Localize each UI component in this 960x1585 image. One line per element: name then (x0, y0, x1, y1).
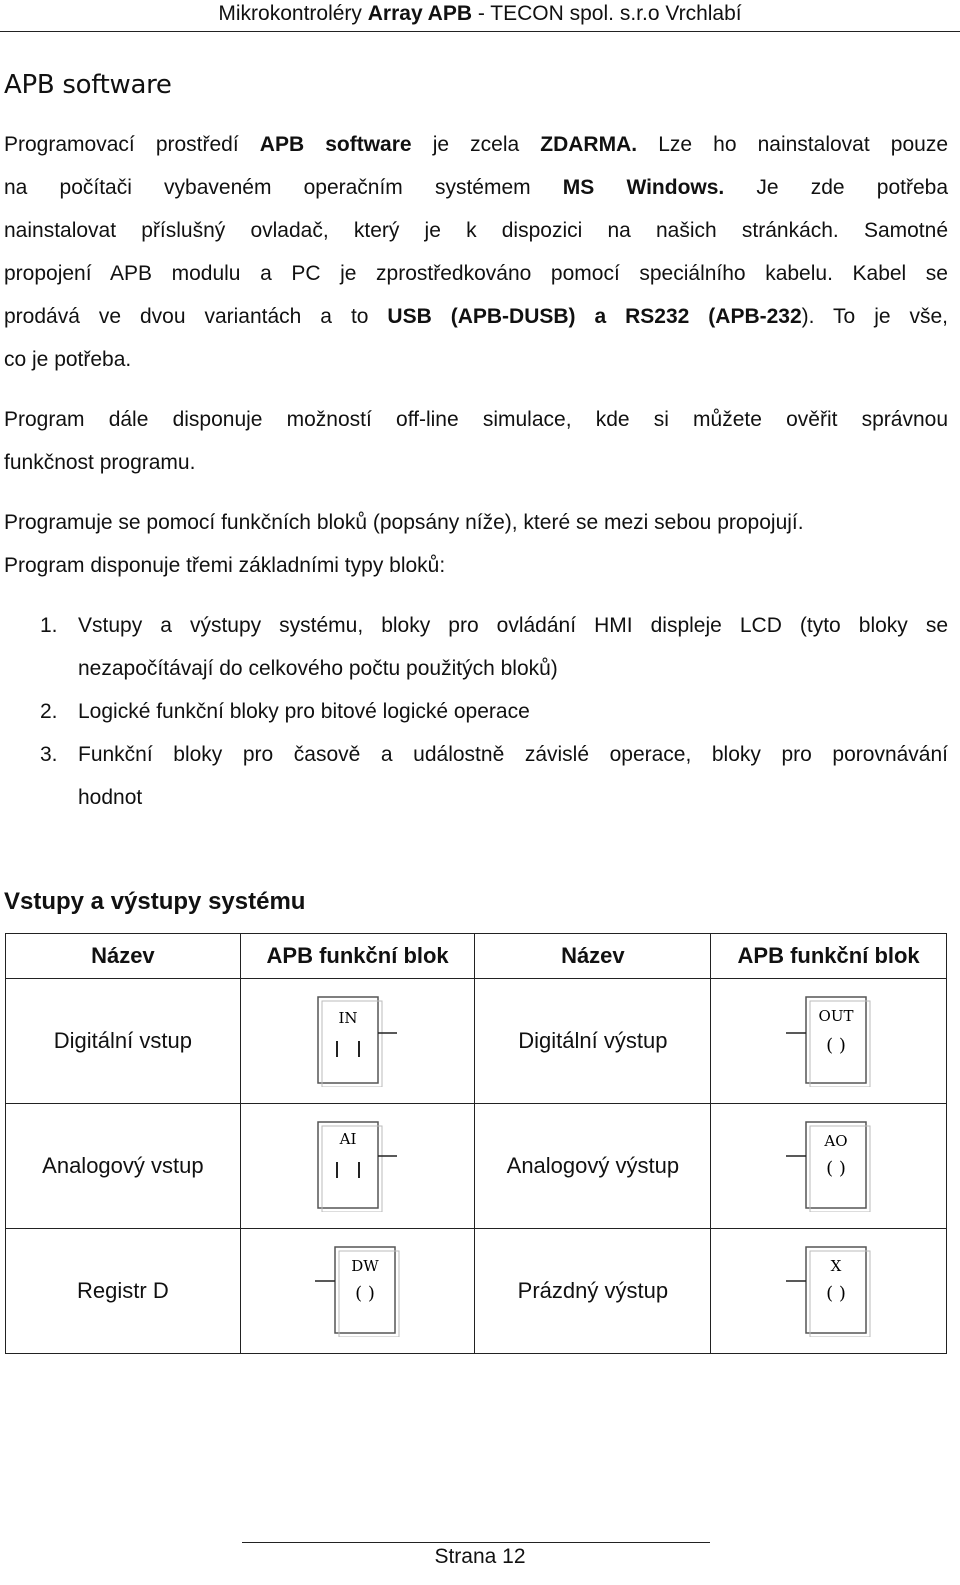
header-text-2: - TECON spol. s.r.o Vrchlabí (472, 2, 742, 25)
list-item: Vstupy a výstupy systému, bloky pro ovládání HMI displeje LCD (tyto bloky se (78, 614, 948, 637)
table-row (6, 1104, 947, 1229)
para1-line5: prodává ve dvou variantách a to USB (APB-DUSB) a RS232 (APB-232). To je vše, (4, 305, 949, 328)
input-block-icon (313, 995, 403, 1087)
output-block-icon (784, 995, 874, 1087)
svg-text:( ): ( ) (825, 1158, 846, 1179)
analog-output-block-icon (784, 1120, 874, 1212)
table-header-row (6, 934, 947, 979)
block-icon-cell (711, 979, 947, 1104)
para2-line1: Program dále disponuje možností off-line simulace, kde si můžete ověřit správnou (4, 408, 948, 431)
svg-text:( ): ( ) (354, 1283, 375, 1304)
para1-line2: na počítači vybaveném operačním systémem MS Windows. Je zde potřeba (4, 176, 948, 199)
section-heading: Vstupy a výstupy systému (4, 888, 306, 915)
register-block-icon (313, 1245, 403, 1337)
header-text-1: Mikrokontroléry (218, 2, 368, 25)
block-label: OUT (818, 1007, 854, 1025)
svg-text:( ): ( ) (825, 1283, 846, 1304)
block-icon-cell (240, 979, 475, 1104)
table-row (6, 979, 947, 1104)
para3-line2: Program disponuje třemi základními typy bloků: (4, 554, 446, 577)
block-name: Digitální vstup (6, 979, 241, 1104)
block-name: Prázdný výstup (475, 1229, 711, 1354)
list-item: Logické funkční bloky pro bitové logické operace (78, 700, 530, 723)
col-header: Název (6, 934, 241, 979)
col-header: APB funkční blok (711, 934, 947, 979)
block-label: IN (338, 1009, 358, 1027)
table-row (6, 1229, 947, 1354)
list-item-cont: hodnot (78, 786, 143, 809)
list-number: 1. (40, 614, 58, 637)
header-divider (0, 31, 960, 32)
footer-divider (242, 1542, 710, 1543)
list-item-cont: nezapočítávají do celkového počtu použitých bloků) (78, 657, 558, 680)
block-icon-cell (711, 1104, 947, 1229)
para1-line6: co je potřeba. (4, 348, 132, 371)
block-name: Registr D (6, 1229, 241, 1354)
io-blocks-table (5, 933, 947, 1354)
para1-line3: nainstalovat příslušný ovladač, který je k dispozici na našich stránkách. Samotné (4, 219, 948, 242)
header-brand: Array APB (367, 2, 473, 25)
para2-line2: funkčnost programu. (4, 451, 196, 474)
empty-output-block-icon (784, 1245, 874, 1337)
page-number: Strana 12 (434, 1545, 526, 1568)
block-label: DW (350, 1257, 379, 1275)
block-label: AI (339, 1130, 356, 1148)
page-title: APB software (4, 70, 172, 100)
block-icon-cell (240, 1104, 475, 1229)
block-name: Analogový výstup (475, 1104, 711, 1229)
para3-line1: Programuje se pomocí funkčních bloků (popsány níže), které se mezi sebou propojují. (4, 511, 804, 534)
list-number: 2. (40, 700, 58, 723)
block-name: Analogový vstup (6, 1104, 241, 1229)
col-header: APB funkční blok (240, 934, 475, 979)
block-label: AO (824, 1132, 848, 1150)
block-icon-cell (240, 1229, 475, 1354)
page-header (0, 0, 960, 31)
analog-input-block-icon (313, 1120, 403, 1212)
block-label: X (830, 1257, 841, 1275)
para1-line4: propojení APB modulu a PC je zprostředkováno pomocí speciálního kabelu. Kabel se (4, 262, 948, 285)
para1-line1: Programovací prostředí APB software je zcela ZDARMA. Lze ho nainstalovat pouze (4, 133, 948, 156)
block-name: Digitální výstup (475, 979, 711, 1104)
col-header: Název (475, 934, 711, 979)
list-item: Funkční bloky pro časově a událostně závislé operace, bloky pro porovnávání (78, 743, 948, 766)
list-number: 3. (40, 743, 58, 766)
svg-text:( ): ( ) (825, 1035, 846, 1056)
block-icon-cell (711, 1229, 947, 1354)
